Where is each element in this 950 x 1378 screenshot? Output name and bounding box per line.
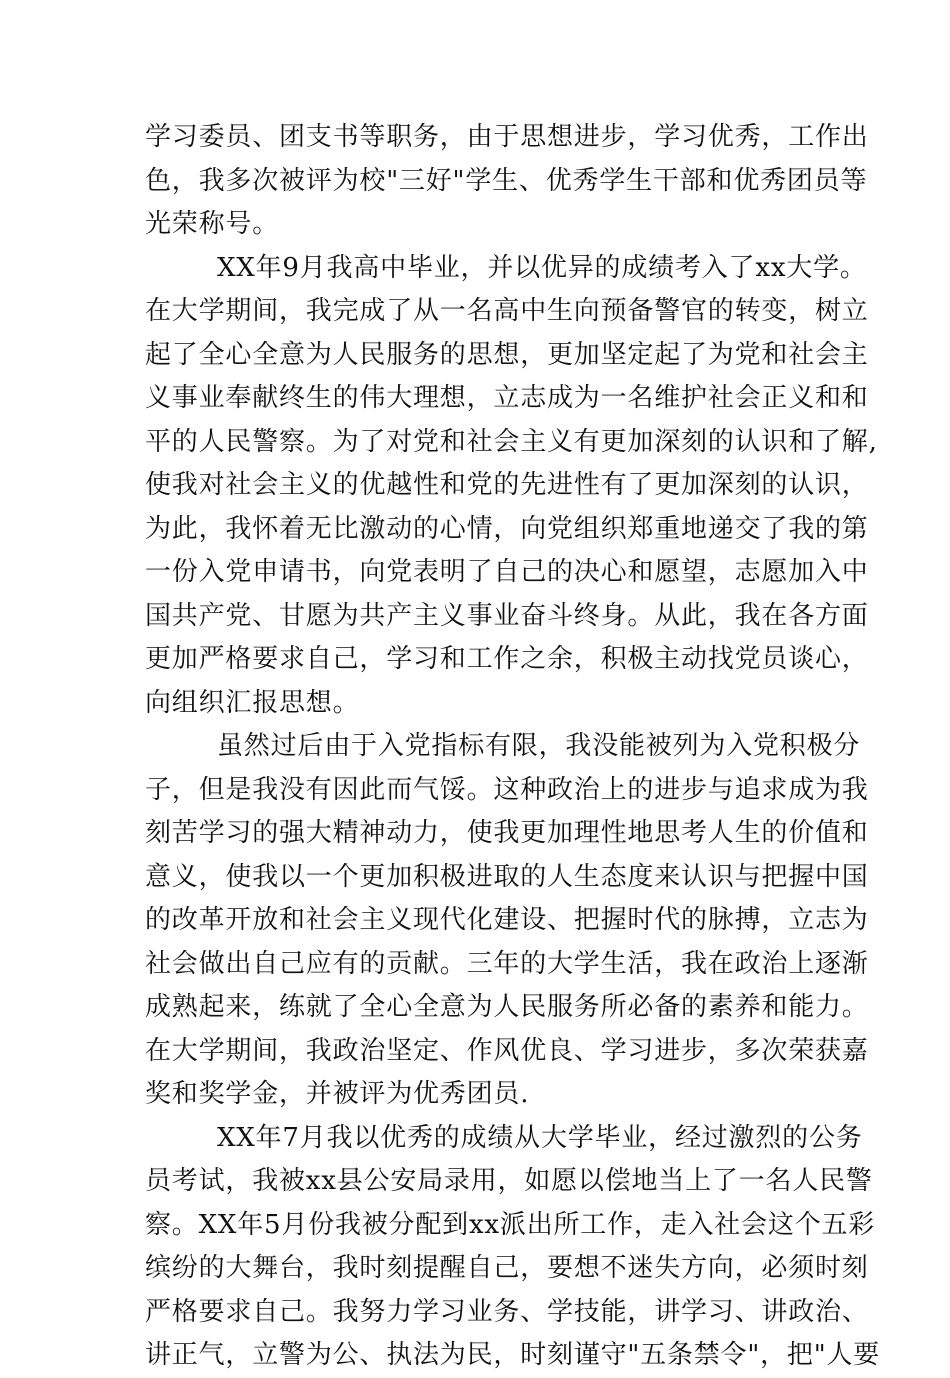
text-line: 奖和奖学金，并被评为优秀团员. [145,1079,530,1109]
text-line: 员考试，我被xx县公安局录用，如愿以偿地当上了一名人民警 [145,1166,873,1196]
text-line: 学习委员、团支书等职务，由于思想进步，学习优秀，工作出 [145,122,869,152]
text-line: 在大学期间，我完成了从一名高中生向预备警官的转变，树立 [145,296,869,326]
text-line: 子，但是我没有因此而气馁。这种政治上的进步与追求成为我 [145,774,869,805]
text-line: 一份入党申请书，向党表明了自己的决心和愿望，志愿加入中 [145,557,869,587]
text-line: 察。XX年5月份我被分配到xx派出所工作，走入社会这个五彩 [145,1209,876,1240]
paragraph-first-line: XX年9月我高中毕业，并以优异的成绩考入了xx大学。 [217,252,867,283]
text-line: 成熟起来，练就了全心全意为人民服务所必备的素养和能力。 [145,992,869,1022]
text-line: 在大学期间，我政治坚定、作风优良、学习进步，多次荣获嘉 [145,1035,869,1066]
text-line: 国共产党、甘愿为共产主义事业奋斗终身。从此，我在各方面 [145,600,869,631]
text-line: 更加严格要求自己，学习和工作之余，积极主动找党员谈心， [145,644,869,674]
text-line: 刻苦学习的强大精神动力，使我更加理性地思考人生的价值和 [145,818,869,848]
text-line: 意义，使我以一个更加积极进取的人生态度来认识与把握中国 [145,861,869,892]
paragraph-first-line: XX年7月我以优秀的成绩从大学毕业，经过激烈的公务 [217,1122,863,1153]
text-line: 缤纷的大舞台，我时刻提醒自己，要想不迷失方向，必须时刻 [145,1253,869,1283]
text-line: 讲正气，立警为公、执法为民，时刻谨守"五条禁令"，把"人要 [145,1340,881,1370]
text-line: 为此，我怀着无比激动的心情，向党组织郑重地递交了我的第 [145,513,869,544]
text-line: 社会做出自己应有的贡献。三年的大学生活，我在政治上逐渐 [145,948,869,979]
text-line: 义事业奉献终生的伟大理想，立志成为一名维护社会正义和和 [145,383,869,413]
text-line: 的改革开放和社会主义现代化建设、把握时代的脉搏，立志为 [145,905,869,935]
text-line: 严格要求自己。我努力学习业务、学技能，讲学习、讲政治、 [145,1296,869,1327]
paragraph-first-line: 虽然过后由于入党指标有限，我没能被列为入党积极分 [217,731,861,761]
text-line: 向组织汇报思想。 [145,687,360,718]
text-line: 色，我多次被评为校"三好"学生、优秀学生干部和优秀团员等 [145,165,868,196]
text-line: 使我对社会主义的优越性和党的先进性有了更加深刻的认识， [145,470,869,500]
text-line: 起了全心全意为人民服务的思想，更加坚定起了为党和社会主 [145,339,869,370]
text-line: 平的人民警察。为了对党和社会主义有更加深刻的认识和了解, [145,426,878,457]
text-line: 光荣称号。 [145,209,280,239]
document-body [145,116,881,1378]
